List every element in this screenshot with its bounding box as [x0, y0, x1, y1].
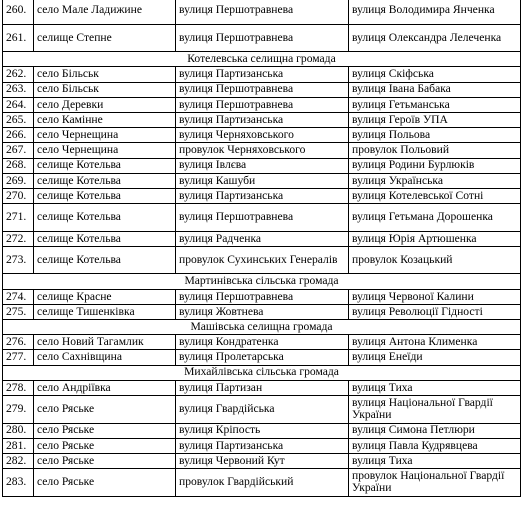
table-row: [3, 246, 521, 274]
settlement-cell: село Ряське: [34, 423, 176, 438]
old-name-cell: вулиця Партизанська: [176, 438, 349, 453]
old-name-cell: вулиця Івлєва: [176, 158, 349, 173]
new-name-cell: вулиця Героїв УПА: [349, 112, 521, 127]
table-row: [3, 231, 521, 246]
old-name-cell: вулиця Партизанська: [176, 67, 349, 82]
table-row: [3, 469, 521, 497]
settlement-cell: селище Тишенківка: [34, 304, 176, 319]
row-number: 282.: [3, 453, 34, 468]
table-row: [3, 112, 521, 127]
old-name-cell: вулиця Червоний Кут: [176, 453, 349, 468]
row-number: 276.: [3, 335, 34, 350]
table-row: [3, 0, 521, 24]
community-group-row: [3, 274, 521, 289]
new-name-cell: вулиця Енеїди: [349, 350, 521, 365]
table-row: [3, 289, 521, 304]
new-name-cell: вулиця Гетьмана Дорошенка: [349, 204, 521, 232]
old-name-cell: провулок Сухинських Генералів: [176, 246, 349, 274]
row-number: 281.: [3, 438, 34, 453]
settlement-cell: село Камінне: [34, 112, 176, 127]
row-number: 262.: [3, 67, 34, 82]
row-number: 277.: [3, 350, 34, 365]
row-number: 274.: [3, 289, 34, 304]
community-group-title: Михайлівська сільська громада: [3, 365, 521, 380]
old-name-cell: вулиця Кондратенка: [176, 335, 349, 350]
settlement-cell: село Ряське: [34, 469, 176, 497]
old-name-cell: вулиця Радченка: [176, 231, 349, 246]
row-number: 280.: [3, 423, 34, 438]
settlement-cell: село Ряське: [34, 438, 176, 453]
row-number: 265.: [3, 112, 34, 127]
settlement-cell: село Новий Тагамлик: [34, 335, 176, 350]
row-number: 269.: [3, 173, 34, 188]
settlement-cell: селище Котельва: [34, 204, 176, 232]
community-group-title: Котелевська селищна громада: [3, 52, 521, 67]
row-number: 278.: [3, 380, 34, 395]
row-number: 260.: [3, 0, 34, 24]
settlement-cell: селище Котельва: [34, 173, 176, 188]
table-row: [3, 204, 521, 232]
row-number: 275.: [3, 304, 34, 319]
old-name-cell: вулиця Першотравнева: [176, 0, 349, 24]
old-name-cell: вулиця Першотравнева: [176, 82, 349, 97]
community-group-title: Мартинівська сільська громада: [3, 274, 521, 289]
table-row: [3, 173, 521, 188]
new-name-cell: вулиця Українська: [349, 173, 521, 188]
old-name-cell: вулиця Кашуби: [176, 173, 349, 188]
row-number: 268.: [3, 158, 34, 173]
settlement-cell: село Більськ: [34, 82, 176, 97]
row-number: 261.: [3, 24, 34, 52]
table-row: [3, 97, 521, 112]
table-row: [3, 423, 521, 438]
old-name-cell: вулиця Пролетарська: [176, 350, 349, 365]
settlement-cell: село Деревки: [34, 97, 176, 112]
new-name-cell: вулиця Родини Бурлюків: [349, 158, 521, 173]
old-name-cell: провулок Черняховського: [176, 143, 349, 158]
new-name-cell: провулок Національної Гвардії України: [349, 469, 521, 497]
community-group-title: Машівська селищна громада: [3, 320, 521, 335]
settlement-cell: селище Котельва: [34, 188, 176, 203]
new-name-cell: провулок Польовий: [349, 143, 521, 158]
old-name-cell: вулиця Першотравнева: [176, 24, 349, 52]
old-name-cell: вулиця Першотравнева: [176, 97, 349, 112]
new-name-cell: вулиця Червоної Калини: [349, 289, 521, 304]
row-number: 272.: [3, 231, 34, 246]
old-name-cell: вулиця Партизанська: [176, 112, 349, 127]
settlement-cell: село Сахнівщина: [34, 350, 176, 365]
street-renaming-table: [2, 0, 521, 497]
table-row: [3, 395, 521, 423]
row-number: 279.: [3, 395, 34, 423]
old-name-cell: вулиця Партизан: [176, 380, 349, 395]
old-name-cell: вулиця Кріпость: [176, 423, 349, 438]
table-row: [3, 380, 521, 395]
new-name-cell: провулок Козацький: [349, 246, 521, 274]
table-row: [3, 438, 521, 453]
settlement-cell: село Ряське: [34, 395, 176, 423]
table-body: [3, 0, 521, 496]
settlement-cell: село Чернещина: [34, 143, 176, 158]
new-name-cell: вулиця Скіфська: [349, 67, 521, 82]
row-number: 273.: [3, 246, 34, 274]
settlement-cell: селище Степне: [34, 24, 176, 52]
new-name-cell: вулиця Івана Бабака: [349, 82, 521, 97]
community-group-row: [3, 52, 521, 67]
settlement-cell: селище Котельва: [34, 246, 176, 274]
table-row: [3, 304, 521, 319]
row-number: 283.: [3, 469, 34, 497]
settlement-cell: село Ряське: [34, 453, 176, 468]
new-name-cell: вулиця Юрія Артюшенка: [349, 231, 521, 246]
table-row: [3, 335, 521, 350]
new-name-cell: вулиця Національної Гвардії України: [349, 395, 521, 423]
table-row: [3, 350, 521, 365]
old-name-cell: вулиця Партизанська: [176, 188, 349, 203]
row-number: 264.: [3, 97, 34, 112]
settlement-cell: село Андріївка: [34, 380, 176, 395]
row-number: 270.: [3, 188, 34, 203]
new-name-cell: вулиця Симона Петлюри: [349, 423, 521, 438]
row-number: 266.: [3, 128, 34, 143]
new-name-cell: вулиця Антона Клименка: [349, 335, 521, 350]
row-number: 267.: [3, 143, 34, 158]
old-name-cell: вулиця Першотравнева: [176, 289, 349, 304]
table-row: [3, 143, 521, 158]
table-row: [3, 188, 521, 203]
row-number: 271.: [3, 204, 34, 232]
new-name-cell: вулиця Тиха: [349, 380, 521, 395]
new-name-cell: вулиця Тиха: [349, 453, 521, 468]
settlement-cell: селище Котельва: [34, 158, 176, 173]
table-row: [3, 67, 521, 82]
new-name-cell: вулиця Польова: [349, 128, 521, 143]
settlement-cell: село Чернещина: [34, 128, 176, 143]
old-name-cell: вулиця Жовтнева: [176, 304, 349, 319]
new-name-cell: вулиця Котелевської Сотні: [349, 188, 521, 203]
new-name-cell: вулиця Гетьманська: [349, 97, 521, 112]
old-name-cell: вулиця Черняховського: [176, 128, 349, 143]
row-number: 263.: [3, 82, 34, 97]
settlement-cell: селище Красне: [34, 289, 176, 304]
table-row: [3, 158, 521, 173]
community-group-row: [3, 320, 521, 335]
old-name-cell: провулок Гвардійський: [176, 469, 349, 497]
community-group-row: [3, 365, 521, 380]
settlement-cell: село Мале Ладижине: [34, 0, 176, 24]
new-name-cell: вулиця Революції Гідності: [349, 304, 521, 319]
new-name-cell: вулиця Павла Кудрявцева: [349, 438, 521, 453]
new-name-cell: вулиця Олександра Лелеченка: [349, 24, 521, 52]
old-name-cell: вулиця Гвардійська: [176, 395, 349, 423]
table-row: [3, 128, 521, 143]
settlement-cell: селище Котельва: [34, 231, 176, 246]
table-row: [3, 453, 521, 468]
old-name-cell: вулиця Першотравнева: [176, 204, 349, 232]
new-name-cell: вулиця Володимира Янченка: [349, 0, 521, 24]
table-row: [3, 82, 521, 97]
table-row: [3, 24, 521, 52]
settlement-cell: село Більськ: [34, 67, 176, 82]
